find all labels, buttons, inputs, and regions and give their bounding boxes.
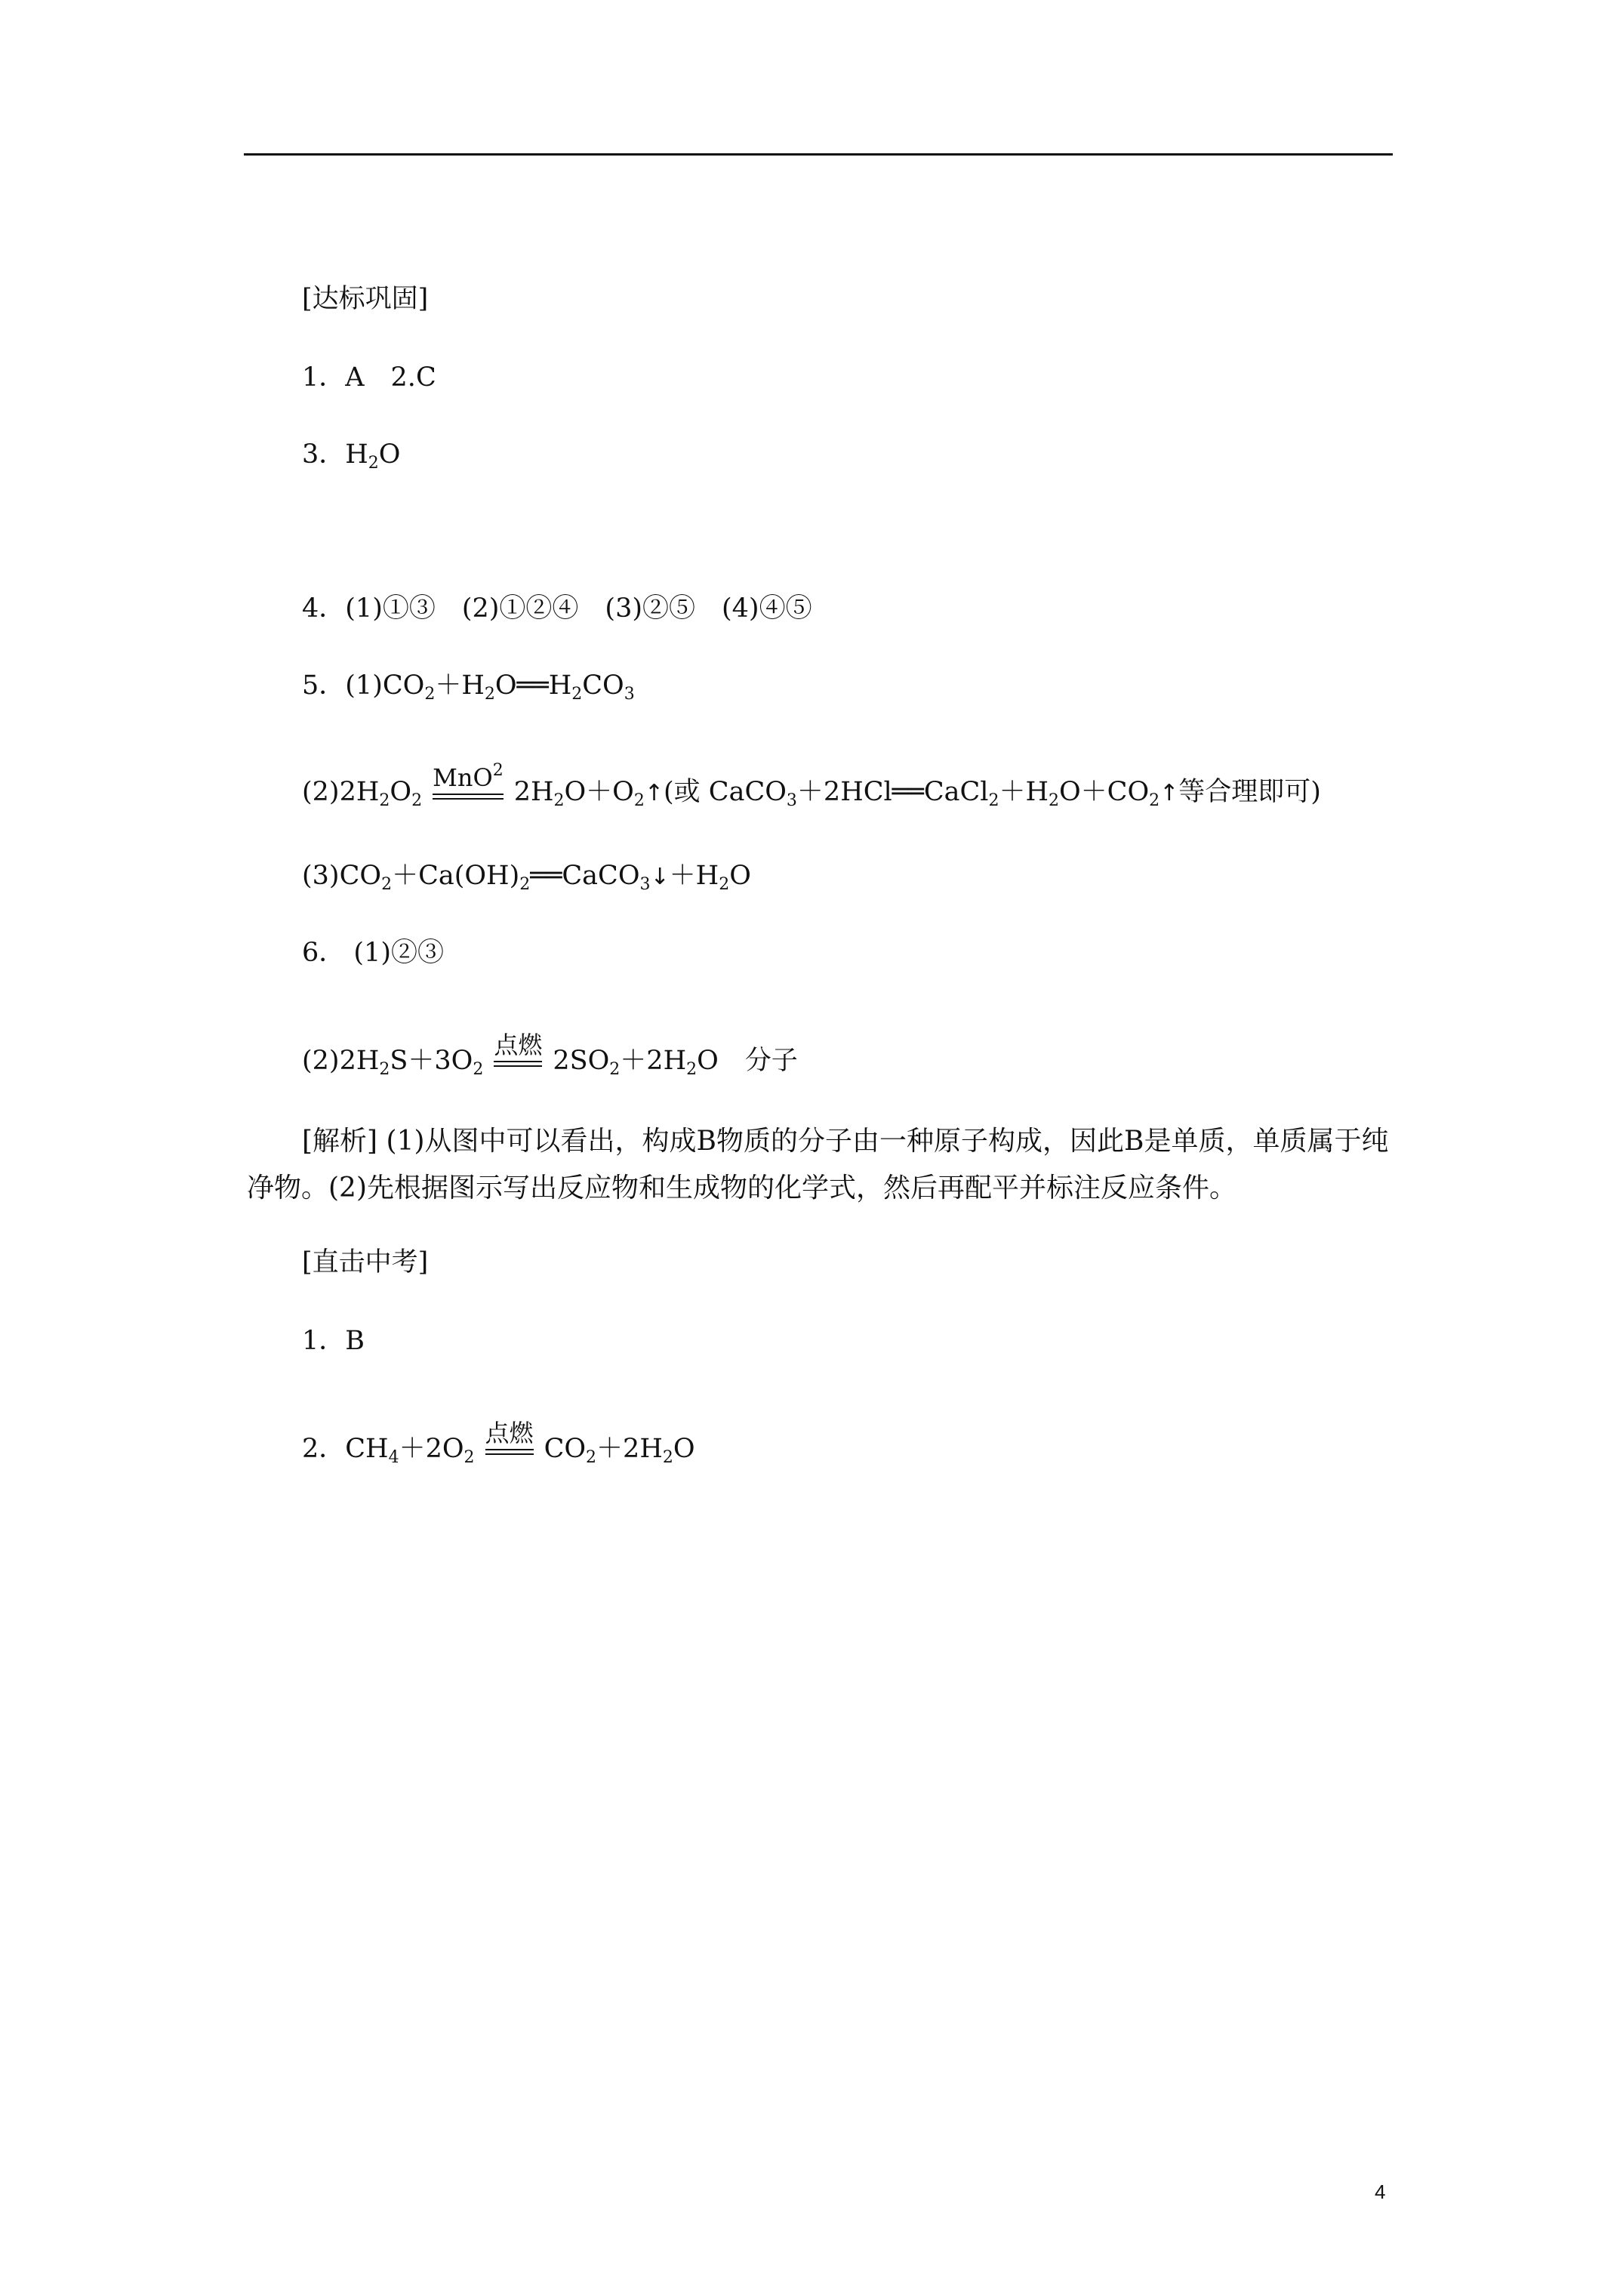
equals-sign — [485, 1449, 534, 1455]
page-number: 4 — [1375, 2180, 1386, 2203]
answer-5-1: 5．$(1)CO_2+H_2O══H_2CO_3$ — [302, 670, 635, 704]
header-rule — [244, 153, 1393, 156]
gas-arrow-icon: ↑ — [644, 780, 664, 806]
reaction-condition: MnO$^2$ — [433, 764, 504, 810]
reaction-condition: 点燃 — [494, 1031, 542, 1077]
answer-5-2: $(2)2H_2O_2$ MnO$^2$ $2H_2O+O_2↑$(或 $CaCO_3+2HCl══CaCl_2+H_2O+CO_2↑$等合理即可) — [302, 761, 1321, 810]
answer-z2: 2．$CH_4+2O_2$ 点燃 $CO_2+2H_2O$ — [302, 1419, 695, 1467]
answer-6-2: $(2)2H_2S+3O_2$ 点燃 $2SO_2+2H_2O$ 分子 — [302, 1031, 798, 1079]
answer-6-1: 6． (1)②③ — [302, 938, 444, 968]
section-title-zhiji: [直击中考] — [302, 1247, 429, 1277]
section-title-dabiao: [达标巩固] — [302, 284, 429, 314]
answer-3: 3．$H_2O$ — [302, 439, 401, 473]
answer-1-2: 1．A 2.C — [302, 362, 436, 393]
answer-5-3: $(3)CO_2+Ca(OH)_2══CaCO_3↓+H_2O$ — [302, 861, 751, 894]
reaction-condition: 点燃 — [485, 1419, 534, 1465]
equals-sign — [433, 794, 504, 800]
answer-z1: 1．B — [302, 1326, 365, 1356]
gas-arrow-icon: ↑ — [1160, 780, 1179, 806]
precipitate-arrow-icon: ↓ — [650, 864, 670, 890]
analysis-paragraph: [解析] (1)从图中可以看出，构成B物质的分子由一种原子构成，因此B是单质，单质属于纯净物。(2)先根据图示写出反应物和生成物的化学式，然后再配平并标注反应条件。 — [247, 1126, 1389, 1203]
equals-sign — [494, 1061, 542, 1067]
answer-4: 4．(1)①③ (2)①②④ (3)②⑤ (4)④⑤ — [302, 593, 812, 624]
